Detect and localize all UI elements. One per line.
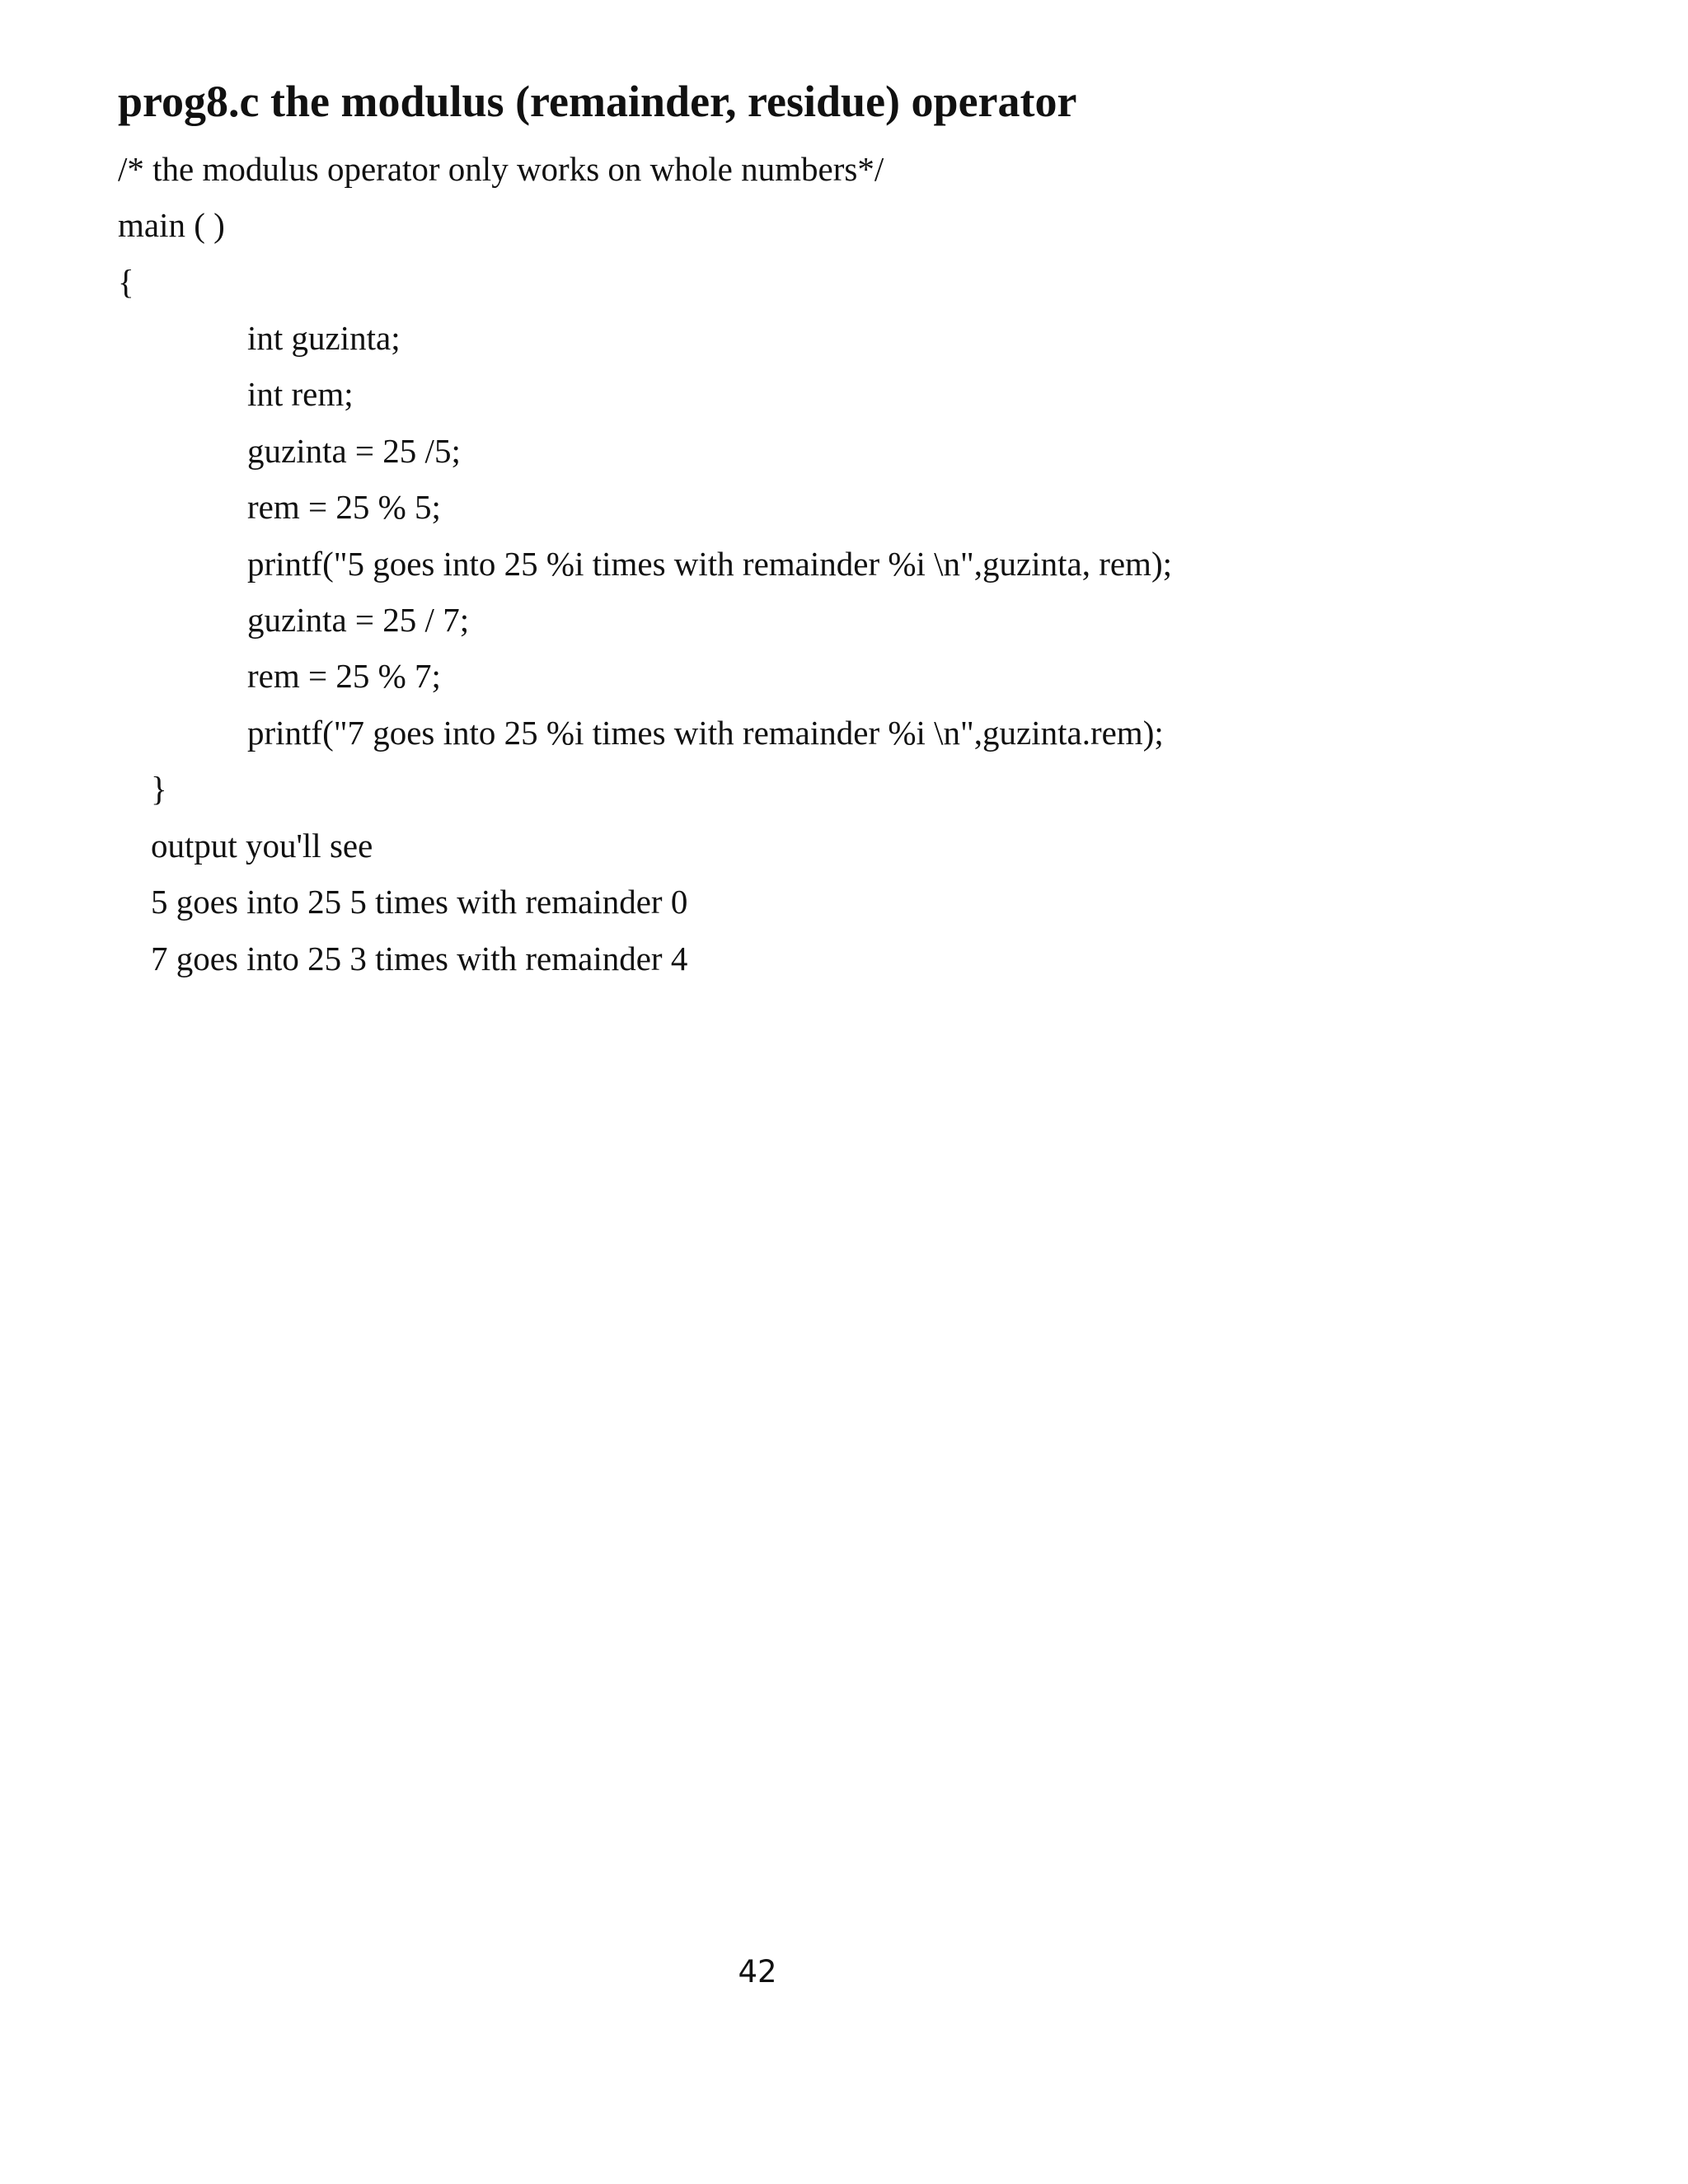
- code-comment: /* the modulus operator only works on whole numbers*/: [118, 150, 884, 188]
- code-line: int guzinta;: [247, 319, 401, 357]
- code-line: int rem;: [247, 375, 354, 413]
- output-label: output you'll see: [151, 827, 373, 865]
- close-brace: }: [151, 770, 167, 808]
- page-title: prog8.c the modulus (remainder, residue) operator: [118, 77, 1077, 126]
- open-brace: {: [118, 263, 134, 301]
- output-line: 5 goes into 25 5 times with remainder 0: [151, 883, 688, 921]
- code-line: guzinta = 25 / 7;: [247, 601, 470, 639]
- page-number: 42: [738, 1954, 777, 1990]
- function-header: main ( ): [118, 206, 225, 244]
- code-line: rem = 25 % 7;: [247, 657, 441, 695]
- code-line: printf("5 goes into 25 %i times with remainder %i \n",guzinta, rem);: [247, 545, 1172, 583]
- code-line: printf("7 goes into 25 %i times with remainder %i \n",guzinta.rem);: [247, 714, 1164, 752]
- code-line: rem = 25 % 5;: [247, 488, 441, 526]
- output-line: 7 goes into 25 3 times with remainder 4: [151, 940, 688, 977]
- code-line: guzinta = 25 /5;: [247, 432, 461, 470]
